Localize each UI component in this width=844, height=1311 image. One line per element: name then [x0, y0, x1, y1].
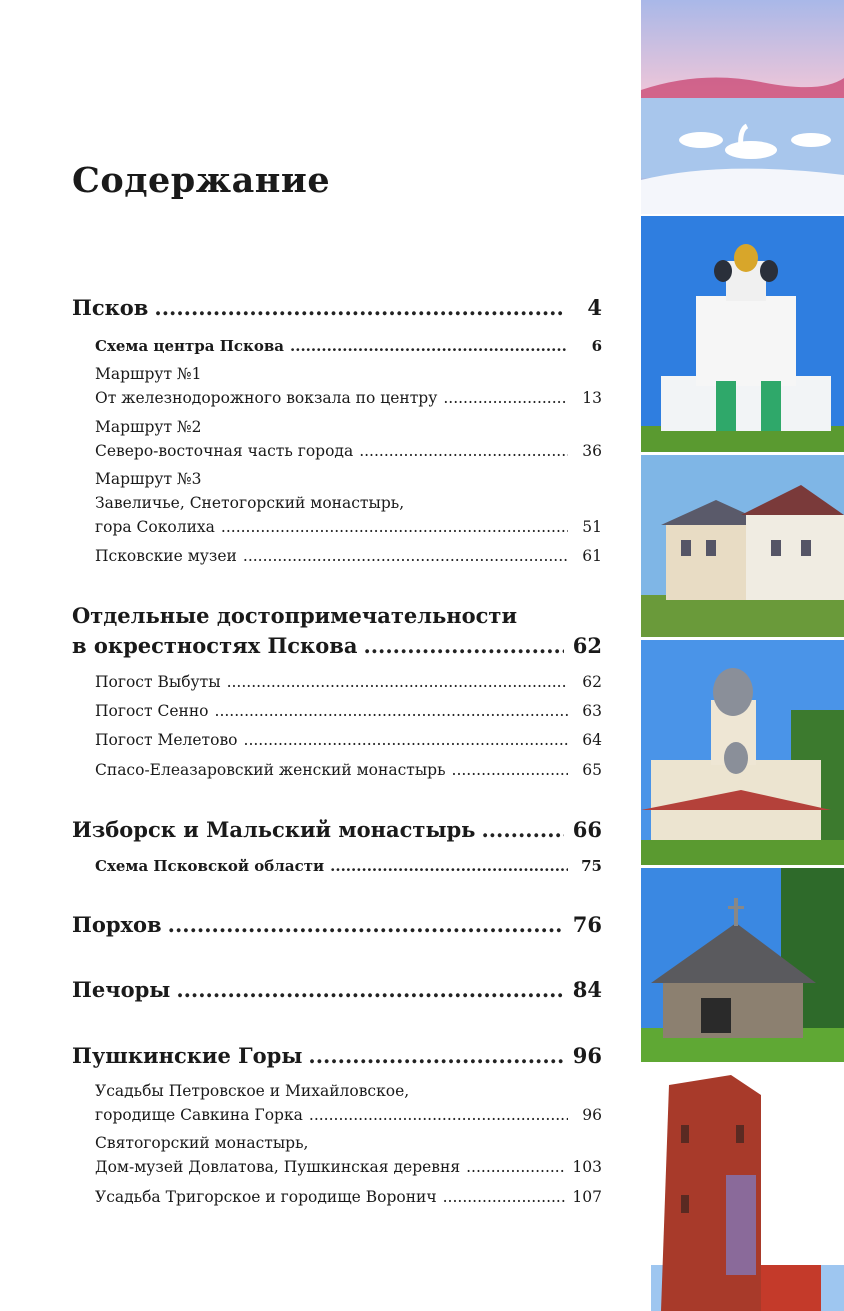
route3-line1: Завеличье, Снетогорский монастырь,	[95, 494, 405, 512]
toc-entry-sight[interactable]	[95, 673, 602, 691]
toc-entry-route1[interactable]	[95, 389, 602, 407]
toc-page: 6	[591, 337, 602, 355]
toc-entry-pskov[interactable]	[72, 295, 602, 320]
toc-title: Схема центра Пскова	[95, 337, 285, 355]
leader-dots	[481, 817, 564, 842]
route2-label: Маршрут №2	[95, 418, 202, 436]
toc-entry-sight[interactable]	[95, 761, 602, 779]
toc-entry-izborsk[interactable]	[72, 817, 602, 842]
church-photo	[641, 640, 844, 865]
route3-label: Маршрут №3	[95, 470, 202, 488]
sights-title-line1: Отдельные достопримечательности	[72, 603, 518, 628]
toc-entry-pskov-scheme[interactable]	[95, 337, 602, 355]
toc-page: 84	[572, 977, 602, 1002]
toc-entry-sights[interactable]	[72, 633, 602, 658]
leader-dots	[308, 1043, 564, 1068]
swans-photo	[641, 0, 844, 214]
leader-dots	[330, 857, 568, 875]
toc-entry-region-scheme[interactable]	[95, 857, 602, 875]
pushkin-item2-line1: Святогорский монастырь,	[95, 1134, 309, 1152]
leader-dots	[221, 518, 568, 536]
leader-dots	[359, 442, 568, 460]
leader-dots	[443, 389, 568, 407]
toc-entry-museums[interactable]	[95, 547, 602, 565]
toc-entry-porkhov[interactable]	[72, 912, 602, 937]
toc-entry-route3[interactable]	[95, 518, 602, 536]
pushkin-item1-line1: Усадьбы Петровское и Михайловское,	[95, 1082, 410, 1100]
toc-title: в окрестностях Пскова	[72, 633, 358, 658]
leader-dots	[168, 912, 564, 937]
toc-title: Псковские музеи	[95, 547, 237, 565]
toc-entry-pushkin-item2[interactable]	[95, 1158, 602, 1176]
toc-page: 64	[582, 731, 602, 749]
toc-title: гора Соколиха	[95, 518, 215, 536]
leader-dots	[154, 295, 564, 320]
toc-page: 4	[587, 295, 602, 320]
route1-label: Маршрут №1	[95, 365, 202, 383]
toc-page: 61	[582, 547, 602, 565]
toc-entry-sight[interactable]	[95, 731, 602, 749]
toc-page: 103	[572, 1158, 602, 1176]
toc-page: 75	[581, 857, 602, 875]
toc-title: Спасо-Елеазаровский женский монастырь	[95, 761, 446, 779]
leader-dots	[227, 673, 568, 691]
leader-dots	[176, 977, 564, 1002]
toc-entry-pechory[interactable]	[72, 977, 602, 1002]
leader-dots	[243, 547, 568, 565]
toc-title: Погост Мелетово	[95, 731, 238, 749]
toc-entry-pushkin[interactable]	[72, 1043, 602, 1068]
water-tower-photo	[641, 1065, 844, 1311]
toc-page: 76	[572, 912, 602, 937]
toc-title: От железнодорожного вокзала по центру	[95, 389, 438, 407]
toc-entry-route2[interactable]	[95, 442, 602, 460]
photo-strip	[641, 0, 844, 1311]
toc-title: Усадьба Тригорское и городище Воронич	[95, 1188, 437, 1206]
leader-dots	[309, 1106, 568, 1124]
toc-page: 62	[572, 633, 602, 658]
leader-dots	[244, 731, 568, 749]
merchant-houses-photo	[641, 455, 844, 637]
toc-page: 51	[582, 518, 602, 536]
toc-title: Северо-восточная часть города	[95, 442, 354, 460]
toc-page: 62	[582, 673, 602, 691]
leader-dots	[290, 337, 568, 355]
trinity-cathedral-photo	[641, 216, 844, 452]
toc-title: Погост Выбуты	[95, 673, 221, 691]
toc-title: Схема Псковской области	[95, 857, 325, 875]
page-title: Содержание	[72, 160, 331, 201]
leader-dots	[452, 761, 568, 779]
toc-title: Печоры	[72, 977, 171, 1002]
leader-dots	[363, 633, 564, 658]
toc-title: Погост Сенно	[95, 702, 209, 720]
toc-page: 96	[572, 1043, 602, 1068]
chapel-photo	[641, 868, 844, 1062]
toc-title: Порхов	[72, 912, 162, 937]
toc-page: 63	[582, 702, 602, 720]
toc-page: 65	[582, 761, 602, 779]
toc-entry-pushkin-item3[interactable]	[95, 1188, 602, 1206]
toc-title: Дом-музей Довлатова, Пушкинская деревня	[95, 1158, 461, 1176]
toc-title: городище Савкина Горка	[95, 1106, 303, 1124]
toc-page: 66	[572, 817, 602, 842]
toc-page: 36	[582, 442, 602, 460]
toc-title: Изборск и Мальский монастырь	[72, 817, 476, 842]
toc-page: 13	[582, 389, 602, 407]
toc-title: Псков	[72, 295, 149, 320]
leader-dots	[215, 702, 568, 720]
toc-entry-sight[interactable]	[95, 702, 602, 720]
leader-dots	[466, 1158, 566, 1176]
toc-page: 107	[572, 1188, 602, 1206]
leader-dots	[443, 1188, 567, 1206]
toc-title: Пушкинские Горы	[72, 1043, 303, 1068]
toc-page: 96	[582, 1106, 602, 1124]
toc-entry-pushkin-item1[interactable]	[95, 1106, 602, 1124]
